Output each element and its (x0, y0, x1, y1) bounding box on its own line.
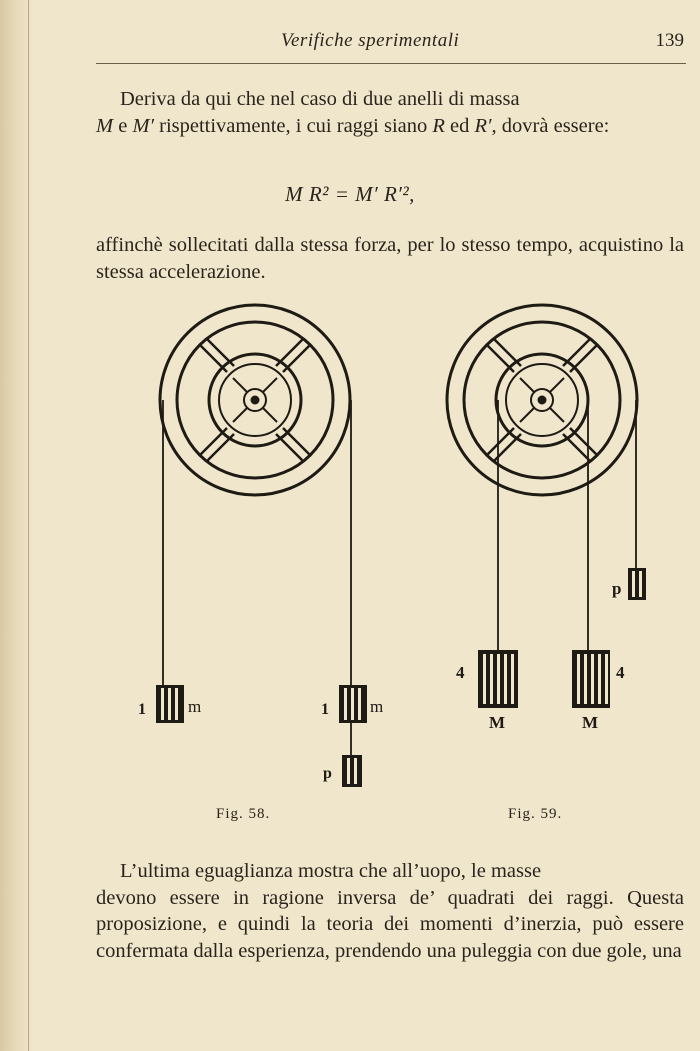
weight-number-M-right: 4 (616, 663, 625, 682)
weight-letter-M-right: M (582, 713, 599, 732)
conjunction: e (113, 114, 133, 137)
running-header (96, 30, 684, 58)
figure-58-caption: Fig. 58. (216, 806, 271, 822)
paragraph-1-ed: ed (444, 114, 475, 137)
weight-number-left: 1 (138, 701, 146, 718)
paragraph-3-rest: devono essere in ragione inversa de’ quadrati dei raggi. Questa proposizione, e quindi la teoria dei momenti d’inerzia, può essere confermata dalla esperienza, prendendo una puleggia con due gole, una (96, 886, 684, 962)
small-weight-letter: p (612, 579, 622, 598)
weight-letter-right: m (370, 697, 384, 716)
page-binding-edge (0, 0, 34, 1051)
small-weight-p (628, 568, 646, 600)
paragraph-3 (96, 858, 684, 964)
weight-number-right: 1 (321, 701, 329, 718)
weight-number-M-left: 4 (456, 663, 465, 682)
mass-symbol-2: M′ (132, 114, 154, 137)
weight-m-right (339, 685, 367, 755)
mass-symbol-1: M (96, 114, 114, 137)
pulley-wheel-59 (447, 305, 637, 650)
paragraph-2: affinchè sollecitati dalla stessa forza, per lo stesso tempo, acquistino la stessa accelerazione. (96, 234, 684, 283)
paragraph-3-line-1: L’ultima eguaglianza mostra che all’uopo, le masse (120, 860, 542, 882)
weight-m-left (156, 685, 184, 723)
paragraph-1-mid: rispettivamente, i cui raggi siano (154, 114, 433, 137)
weight-M-right (572, 650, 610, 708)
pulley-wheel-58 (160, 305, 351, 685)
figure-59-pulley (430, 300, 690, 800)
inertia-formula: M R² = M′ R′², (285, 182, 415, 206)
page-number: 139 (655, 30, 684, 51)
extra-weight-p (342, 755, 362, 787)
running-title: Verifiche sperimentali (281, 30, 460, 51)
paragraph-1-tail: , dovrà essere: (491, 114, 610, 137)
figure-58-pulley (130, 300, 400, 800)
figure-59-caption: Fig. 59. (508, 806, 563, 822)
paragraph-1 (96, 86, 684, 139)
extra-weight-letter: p (323, 765, 332, 782)
weight-letter-left: m (188, 697, 202, 716)
radius-symbol-2: R′ (474, 114, 492, 137)
weight-letter-M-left: M (489, 713, 506, 732)
header-rule (96, 63, 686, 64)
weight-M-left (478, 650, 518, 708)
paragraph-1-line-1: Deriva da qui che nel caso di due anelli di massa (120, 88, 520, 110)
radius-symbol-1: R (432, 114, 445, 137)
